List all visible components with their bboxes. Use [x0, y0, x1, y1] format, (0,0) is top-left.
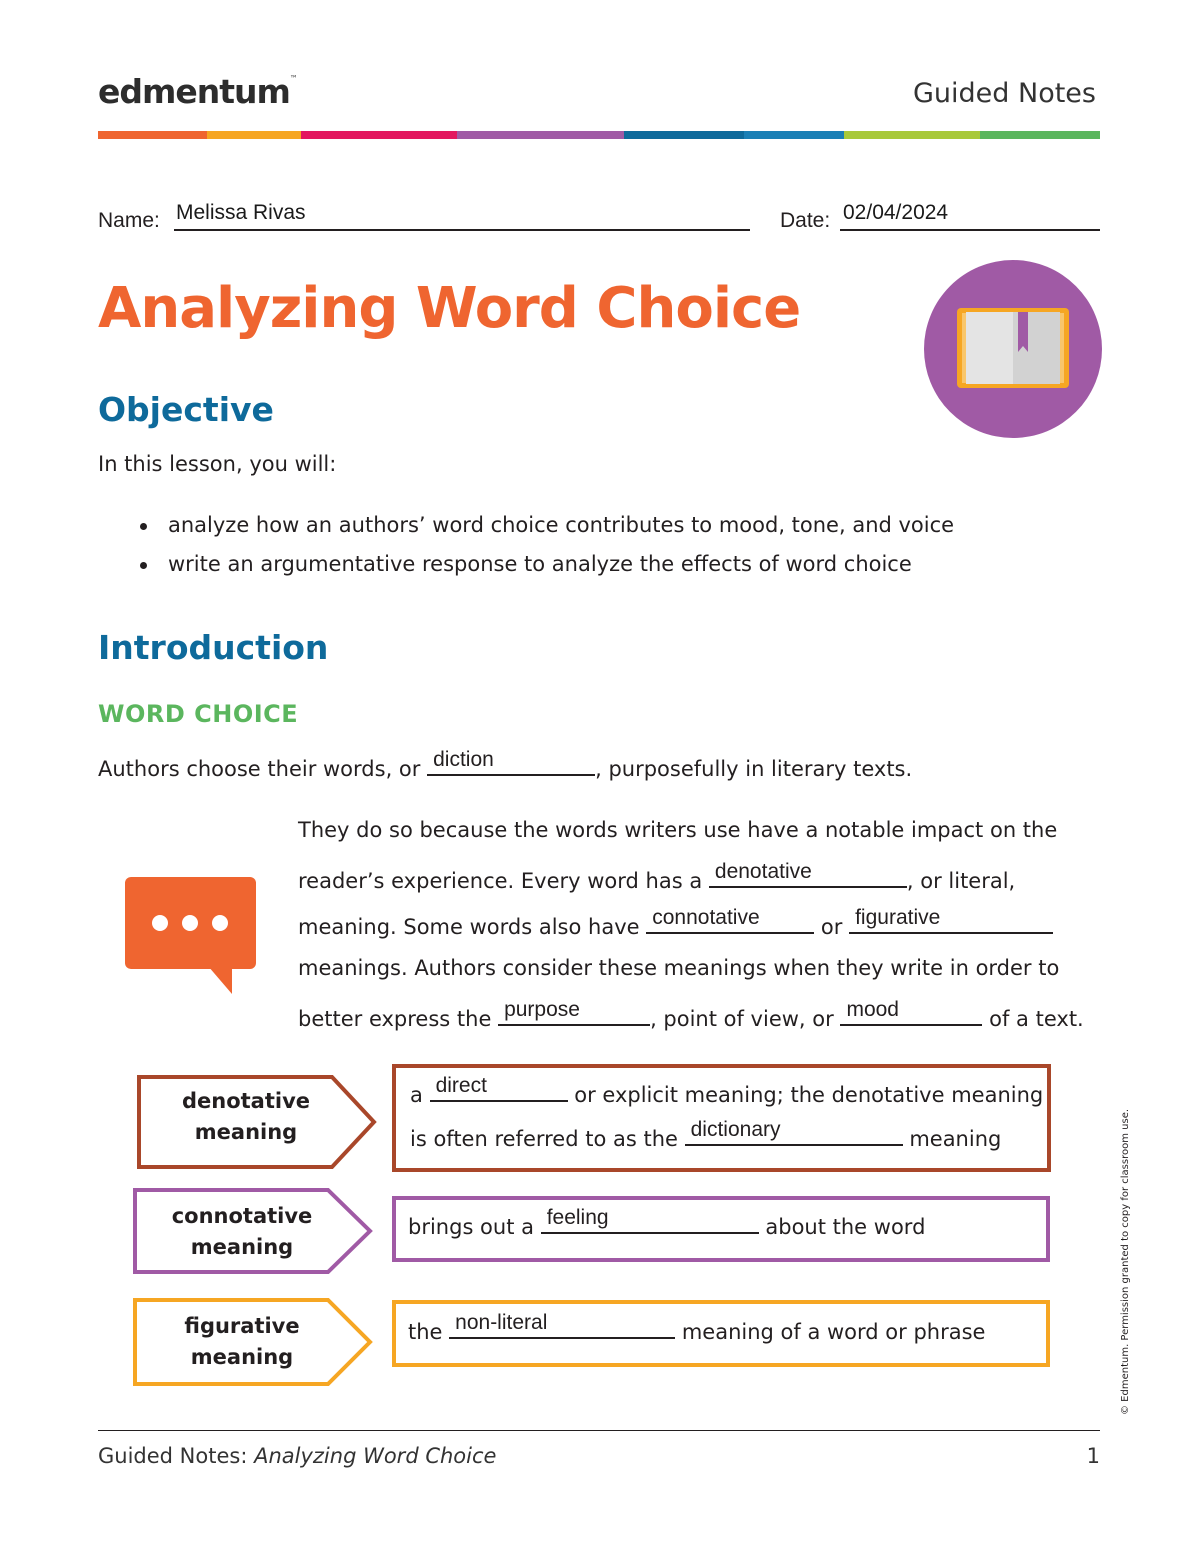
page-number: 1	[1086, 1444, 1100, 1468]
footer-title: Guided Notes: Analyzing Word Choice	[98, 1444, 497, 1468]
date-label: Date:	[780, 209, 831, 232]
bullet-dot	[140, 523, 147, 530]
paragraph-line-2: reader’s experience. Every word has a denotative , or literal,	[298, 860, 1016, 893]
speech-bubble-icon	[124, 876, 258, 998]
blank-feeling[interactable]: feeling	[541, 1210, 759, 1234]
blank-purpose[interactable]: purpose	[498, 1002, 650, 1026]
blank-mood[interactable]: mood	[840, 1002, 982, 1026]
objective-heading: Objective	[98, 390, 274, 429]
bullet-dot	[140, 562, 147, 569]
copyright-note: © Edmentum. Permission granted to copy for classroom use.	[1120, 1108, 1131, 1415]
figurative-label: figurative meaning	[184, 1314, 300, 1369]
connotative-label: connotative meaning	[171, 1204, 313, 1259]
denotative-def-line-1: a direct or explicit meaning; the denotative meaning	[410, 1074, 1044, 1107]
paragraph-line-1: They do so because the words writers use have a notable impact on the	[298, 818, 1058, 842]
name-field[interactable]	[174, 201, 750, 231]
introduction-heading: Introduction	[98, 628, 329, 667]
header-color-bar	[98, 131, 1100, 139]
document-type: Guided Notes	[913, 78, 1096, 109]
objective-intro: In this lesson, you will:	[98, 452, 337, 476]
objective-bullet-1: analyze how an authors’ word choice contributes to mood, tone, and voice	[168, 513, 955, 537]
paragraph-line-4: meanings. Authors consider these meanings when they write in order to	[298, 956, 1060, 980]
denotative-label: denotative meaning	[181, 1089, 311, 1144]
date-field[interactable]	[840, 201, 1100, 231]
blank-non-literal[interactable]: non-literal	[449, 1315, 675, 1339]
blank-dictionary[interactable]: dictionary	[685, 1122, 903, 1146]
blank-direct[interactable]: direct	[430, 1078, 568, 1102]
date-value: 02/04/2024	[843, 201, 949, 224]
blank-diction[interactable]: diction	[427, 752, 595, 776]
paragraph-line-5: better express the purpose , point of view, or mood of a text.	[298, 998, 1084, 1031]
figurative-def-line: the non-literal meaning of a word or phrase	[408, 1311, 986, 1344]
footer-divider	[98, 1430, 1100, 1431]
word-choice-sentence: Authors choose their words, or diction , purposefully in literary texts.	[98, 748, 913, 781]
blank-figurative[interactable]: figurative	[849, 910, 1053, 934]
word-choice-subheading: WORD CHOICE	[98, 700, 299, 728]
paragraph-line-3: meaning. Some words also have connotative or figurative	[298, 910, 1053, 939]
blank-connotative[interactable]: connotative	[646, 910, 814, 934]
edmentum-logo: edmentum™	[98, 72, 297, 111]
objective-bullet-2: write an argumentative response to analyze the effects of word choice	[168, 552, 912, 576]
book-icon	[924, 260, 1102, 438]
connotative-def-line: brings out a feeling about the word	[408, 1206, 926, 1239]
name-label: Name:	[98, 209, 160, 232]
denotative-def-line-2: is often referred to as the dictionary meaning	[410, 1118, 1002, 1151]
blank-denotative[interactable]: denotative	[709, 864, 907, 888]
name-value: Melissa Rivas	[176, 201, 306, 224]
page-title: Analyzing Word Choice	[98, 276, 801, 341]
